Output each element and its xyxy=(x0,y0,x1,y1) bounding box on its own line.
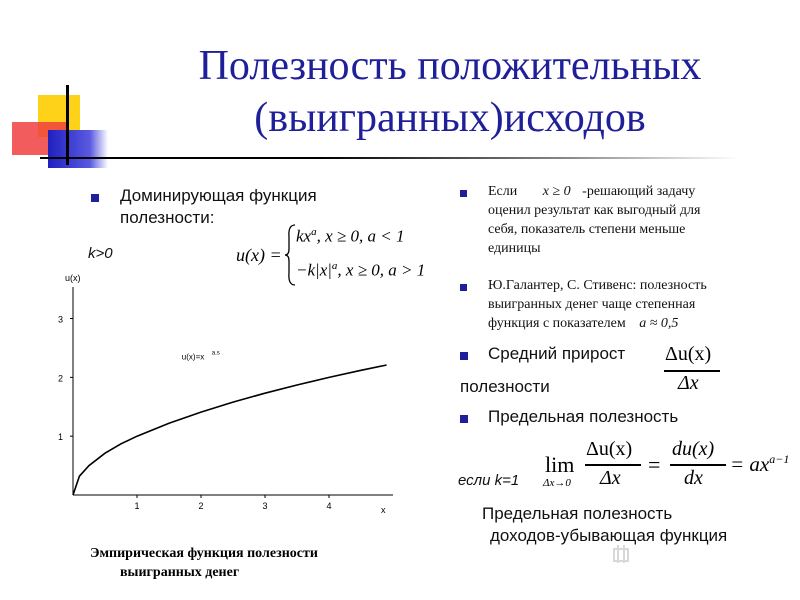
galanter-paragraph: Ю.Галантер, С. Стивенс: полезность выигранных денег чаще степенная функция с показателем a ≈ 0,5 xyxy=(488,278,707,331)
utility-formula-lhs: u(x) = xyxy=(236,245,282,265)
title-underline xyxy=(40,157,740,159)
dominant-function-text: Доминирующая функция полезности: xyxy=(120,186,317,227)
y-tick-label: 3 xyxy=(57,314,63,325)
deriv-den: dx xyxy=(684,467,703,489)
slide-title xyxy=(120,40,780,144)
limit-word: lim xyxy=(545,452,575,477)
if-k-equals-1: если k=1 xyxy=(458,472,520,489)
deriv-num: du(x) xyxy=(672,438,715,460)
lim-fraction-den: Δx xyxy=(600,467,621,489)
title-line-1: Полезность положительных xyxy=(198,43,702,89)
presentation-icon xyxy=(612,543,634,565)
deriv-bar xyxy=(670,464,726,466)
k-condition: k>0 xyxy=(88,245,113,262)
title-line-2: (выигранных)исходов xyxy=(254,95,646,141)
average-growth-cont: полезности xyxy=(460,377,550,396)
bullet-dominant xyxy=(91,194,99,202)
conclusion-text: Предельная полезность доходов-убывающая функция xyxy=(482,504,728,545)
bullet-galanter xyxy=(460,284,467,291)
y-axis-label: u(x) xyxy=(65,273,81,283)
if-paragraph: Если x ≥ 0 -решающий задачу оценил результат как выгодный для себя, показатель степени меньше единицы xyxy=(488,184,701,256)
avg-fraction-num: Δu(x) xyxy=(665,343,712,365)
formula-case-1: $kx^a$, x ≥ 0, a < 1 xyxy=(296,226,405,246)
average-growth-label: Средний прирост xyxy=(488,344,626,363)
x-tick-label: 3 xyxy=(262,501,268,511)
y-tick-label: 2 xyxy=(57,373,63,384)
avg-fraction-den: Δx xyxy=(678,372,699,394)
chart-caption: Эмпирическая функция полезности выигранных денег xyxy=(90,546,318,580)
marginal-utility-label: Предельная полезность xyxy=(488,407,679,426)
bullet-if xyxy=(460,190,467,197)
curve-annotation: u(x)=x xyxy=(181,352,205,362)
lim-fraction-num: Δu(x) xyxy=(586,438,633,460)
utility-chart xyxy=(55,270,395,520)
equals-sign-1: = xyxy=(648,452,661,477)
lim-fraction-bar xyxy=(585,464,641,466)
utility-curve xyxy=(73,365,387,495)
bullet-marginal xyxy=(460,415,468,423)
curve-annotation-exponent: a.s xyxy=(211,350,220,357)
x-tick-label: 2 xyxy=(198,501,204,511)
y-tick-label: 1 xyxy=(57,432,63,443)
x-tick-label: 4 xyxy=(326,501,332,511)
deriv-rhs: = $ax^{a-1}$ xyxy=(730,452,790,476)
x-axis-label: x xyxy=(381,505,386,515)
limit-subscript: Δx→0 xyxy=(543,477,571,489)
formula-case-2: $-k|x|^a$, x ≥ 0, a > 1 xyxy=(296,260,426,280)
x-tick-label: 1 xyxy=(134,501,140,511)
decor-blue-square xyxy=(48,130,108,168)
bullet-average xyxy=(460,352,468,360)
decor-vertical-line xyxy=(66,85,69,165)
